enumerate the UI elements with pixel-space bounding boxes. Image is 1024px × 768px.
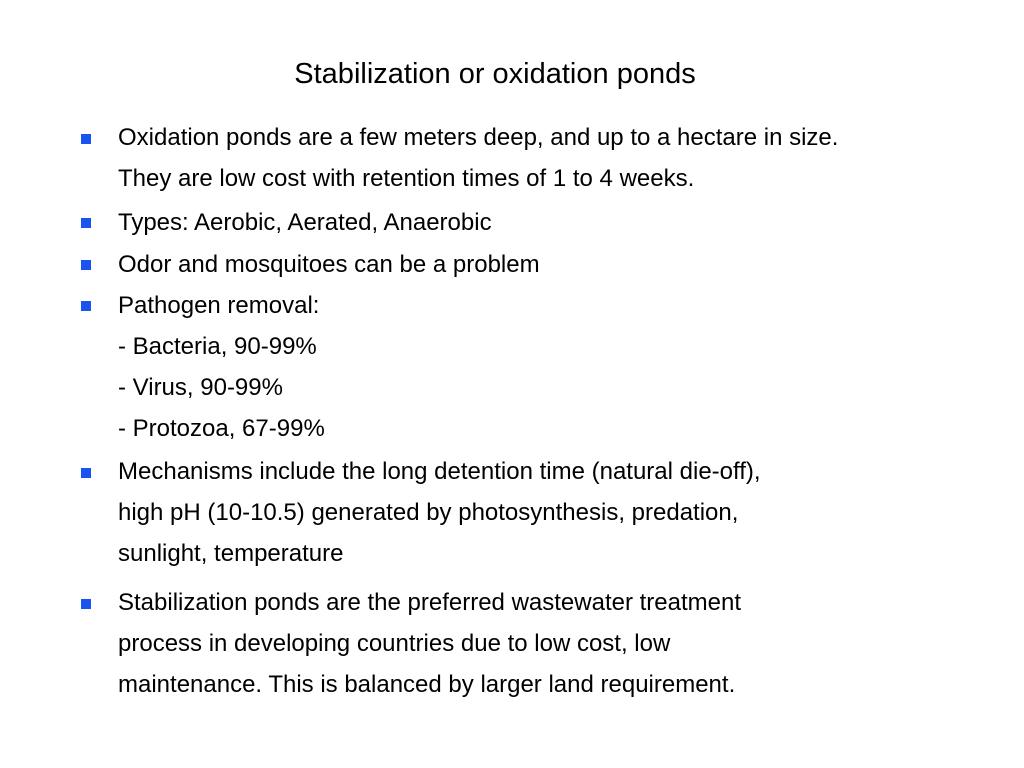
- bullet-line: high pH (10-10.5) generated by photosynthesis, predation,: [118, 499, 739, 526]
- bullet-line: Oxidation ponds are a few meters deep, and up to a hectare in size.: [118, 124, 839, 151]
- bullet-item: [118, 244, 998, 285]
- bullet-marker-icon: [81, 599, 91, 609]
- bullet-marker-icon: [81, 218, 91, 228]
- bullet-item: [118, 202, 998, 243]
- bullet-line: Pathogen removal:: [118, 292, 320, 319]
- bullet-line: - Protozoa, 67-99%: [118, 415, 325, 442]
- bullet-line: process in developing countries due to low cost, low: [118, 630, 671, 657]
- bullet-marker-icon: [81, 134, 91, 144]
- bullet-item: [118, 451, 998, 574]
- bullet-line: - Virus, 90-99%: [118, 374, 283, 401]
- bullet-line: Odor and mosquitoes can be a problem: [118, 251, 540, 278]
- slide-title: Stabilization or oxidation ponds: [294, 58, 696, 90]
- bullet-line: Stabilization ponds are the preferred wastewater treatment: [118, 589, 742, 616]
- bullet-line: They are low cost with retention times of 1 to 4 weeks.: [118, 165, 695, 192]
- bullet-item: [118, 285, 998, 449]
- bullet-marker-icon: [81, 468, 91, 478]
- bullet-marker-icon: [81, 301, 91, 311]
- bullet-line: - Bacteria, 90-99%: [118, 333, 317, 360]
- bullet-line: sunlight, temperature: [118, 540, 344, 567]
- bullet-marker-icon: [81, 260, 91, 270]
- bullet-line: Types: Aerobic, Aerated, Anaerobic: [118, 209, 492, 236]
- bullet-item: [118, 117, 998, 199]
- bullet-item: [118, 582, 998, 705]
- bullet-line: maintenance. This is balanced by larger land requirement.: [118, 671, 736, 698]
- bullet-line: Mechanisms include the long detention time (natural die-off),: [118, 458, 761, 485]
